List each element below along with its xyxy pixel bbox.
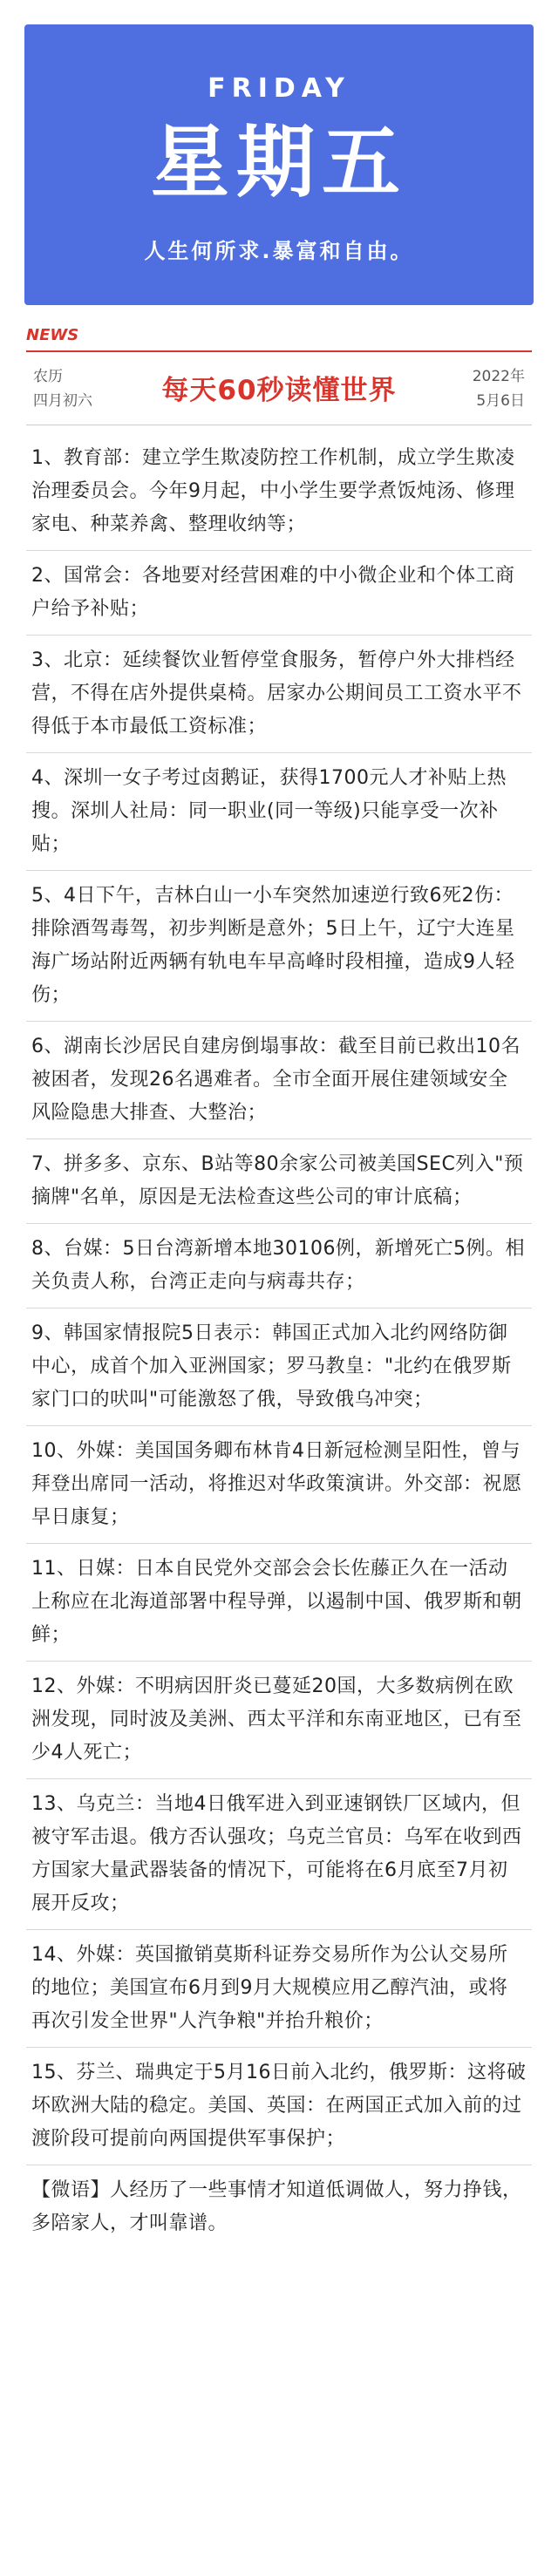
news-item: 5、4日下午，吉林白山一小车突然加速逆行致6死2伤：排除酒驾毒驾，初步判断是意外；5日上午，辽宁大连星海广场站附近两辆有轨电车早高峰时段相撞，造成9人轻伤； xyxy=(26,871,532,1022)
news-item: 2、国常会：各地要对经营困难的中小微企业和个体工商户给予补贴； xyxy=(26,551,532,636)
news-item: 10、外媒：美国国务卿布林肯4日新冠检测呈阳性，曾与拜登出席同一活动，将推迟对华政策演讲。外交部：祝愿早日康复； xyxy=(26,1426,532,1544)
lunar-label: 农历 xyxy=(33,368,63,385)
news-divider xyxy=(26,350,532,352)
news-tag-row xyxy=(26,324,532,350)
news-list xyxy=(26,433,532,2249)
header-banner xyxy=(24,24,534,305)
news-item: 13、乌克兰：当地4日俄军进入到亚速钢铁厂区域内，但被守军击退。俄方否认强攻；乌克兰官员：乌军在收到西方国家大量武器装备的情况下，可能将在6月底至7月初展开反攻； xyxy=(26,1779,532,1930)
news-item: 15、芬兰、瑞典定于5月16日前入北约，俄罗斯：这将破坏欧洲大陆的稳定。美国、英国：在两国正式加入前的过渡阶段可提前向两国提供军事保护； xyxy=(26,2048,532,2165)
headline: 每天60秒读懂世界 xyxy=(161,375,397,406)
news-item: 1、教育部：建立学生欺凌防控工作机制，成立学生欺凌治理委员会。今年9月起，中小学生要学煮饭炖汤、修理家电、种菜养禽、整理收纳等； xyxy=(26,433,532,551)
news-item: 9、韩国家情报院5日表示：韩国正式加入北约网络防御中心，成首个加入亚洲国家；罗马教皇："北约在俄罗斯家门口的吠叫"可能激怒了俄，导致俄乌冲突； xyxy=(26,1308,532,1426)
weekday-english: FRIDAY xyxy=(208,73,350,104)
slogan: 人生何所求.暴富和自由。 xyxy=(144,239,414,263)
closing-quote: 【微语】人经历了一些事情才知道低调做人，努力挣钱，多陪家人，才叫靠谱。 xyxy=(31,2179,522,2234)
news-item: 11、日媒：日本自民党外交部会会长佐藤正久在一活动上称应在北海道部署中程导弹，以遏制中国、俄罗斯和朝鲜； xyxy=(26,1544,532,1662)
news-item: 12、外媒：不明病因肝炎已蔓延20国，大多数病例在欧洲发现，同时波及美洲、西太平洋和东南亚地区，已有至少4人死亡； xyxy=(26,1662,532,1779)
news-item: 8、台媒：5日台湾新增本地30106例，新增死亡5例。相关负责人称，台湾正走向与病毒共存； xyxy=(26,1224,532,1308)
solar-day: 5月6日 xyxy=(476,392,525,410)
lunar-value: 四月初六 xyxy=(33,392,92,410)
news-item: 4、深圳一女子考过卤鹅证，获得1700元人才补贴上热搜。深圳人社局：同一职业(同一等级)只能享受一次补贴； xyxy=(26,753,532,871)
news-item: 14、外媒：英国撤销莫斯科证券交易所作为公认交易所的地位；美国宣布6月到9月大规模应用乙醇汽油，或将再次引发全世界"人汽争粮"并抬升粮价； xyxy=(26,1930,532,2048)
weekday-chinese: 星期五 xyxy=(151,117,407,208)
solar-year: 2022年 xyxy=(472,368,525,385)
news-item: 7、拼多多、京东、B站等80余家公司被美国SEC列入"预摘牌"名单，原因是无法检查这些公司的审计底稿； xyxy=(26,1139,532,1224)
news-tag: NEWS xyxy=(26,326,79,344)
solar-date xyxy=(473,364,525,413)
news-item: 6、湖南长沙居民自建房倒塌事故：截至目前已救出10名被困者，发现26名遇难者。全市全面开展住建领域安全风险隐患大排查、大整治； xyxy=(26,1022,532,1139)
date-row xyxy=(26,356,532,422)
news-item: 3、北京：延续餐饮业暂停堂食服务，暂停户外大排档经营，不得在店外提供桌椅。居家办公期间员工工资水平不得低于本市最低工资标准； xyxy=(26,636,532,753)
